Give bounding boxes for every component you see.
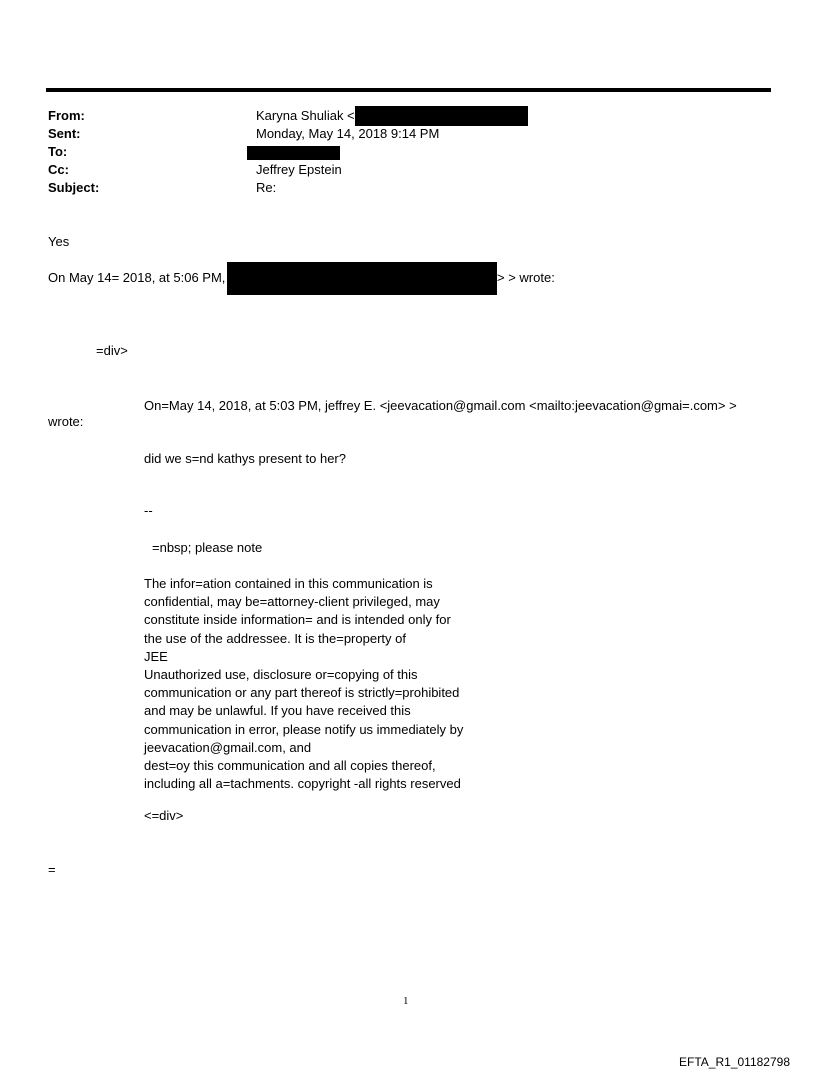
redaction-quote-sender [227, 262, 497, 295]
page-number: 1 [403, 995, 409, 1007]
reply-text: Yes [48, 234, 70, 249]
disclaimer-line: constitute inside information= and is intended only for [144, 612, 451, 628]
disclaimer-line: JEE [144, 648, 168, 664]
disclaimer-line: Unauthorized use, disclosure or=copying of this [144, 667, 418, 683]
cc-label: Cc: [48, 162, 69, 177]
sent-value: Monday, May 14, 2018 9:14 PM [256, 126, 440, 141]
disclaimer-line: and may be unlawful. If you have received this [144, 703, 411, 719]
please-note: =nbsp; please note [152, 540, 263, 555]
disclaimer-line: jeevacation@gmail.com, and [144, 739, 312, 755]
inner-intro-wrap: wrote: [48, 414, 84, 429]
signature-dashes: -- [144, 503, 153, 518]
subject-value: Re: [256, 180, 277, 195]
disclaimer-line: dest=oy this communication and all copies thereof, [144, 758, 436, 774]
div-close-text: <=div> [144, 808, 184, 823]
trailing-equals: = [48, 862, 56, 877]
subject-label: Subject: [48, 180, 100, 195]
to-label: To: [48, 144, 68, 159]
quote-intro-prefix: On May 14= 2018, at 5:06 PM, [48, 270, 226, 285]
header-rule [46, 88, 771, 92]
from-value: Karyna Shuliak < [256, 108, 355, 123]
div-open-text: =div> [96, 343, 128, 358]
disclaimer-line: communication or any part thereof is strictly=prohibited [144, 685, 460, 701]
from-label: From: [48, 108, 85, 123]
question-text: did we s=nd kathys present to her? [144, 451, 346, 466]
disclaimer-line: The infor=ation contained in this communication is [144, 576, 433, 591]
disclaimer-line: confidential, may be=attorney-client privileged, may [144, 594, 440, 610]
confidentiality-disclaimer [144, 575, 463, 793]
cc-value: Jeffrey Epstein [256, 162, 342, 177]
inner-intro: On=May 14, 2018, at 5:03 PM, jeffrey E. <jeevacation@gmail.com <mailto:jeevacation@gmai=.com> > [144, 398, 737, 413]
disclaimer-line: the use of the addressee. It is the=property of [144, 630, 406, 646]
sent-label: Sent: [48, 126, 81, 141]
disclaimer-line: including all a=tachments. copyright -all rights reserved [144, 776, 461, 792]
redaction-from-email [355, 106, 528, 126]
disclaimer-line: communication in error, please notify us immediately by [144, 721, 464, 737]
quote-intro-suffix: > > wrote: [497, 270, 555, 285]
redaction-to [247, 146, 340, 160]
document-id: EFTA_R1_01182798 [679, 1055, 790, 1069]
